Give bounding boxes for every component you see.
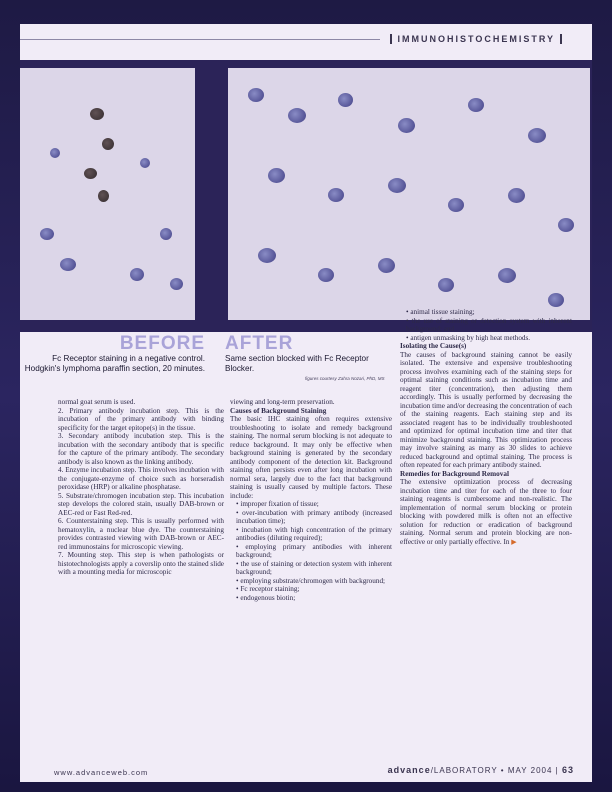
before-micrograph <box>20 68 195 320</box>
paragraph: viewing and long-term preservation. <box>230 398 335 406</box>
bullet-item: • antigen unmasking by high heat methods. <box>406 333 531 342</box>
after-caption-block <box>225 334 400 382</box>
figure-credit: figures courtesy Zahra Nozari, PhD, MS <box>305 376 385 381</box>
paragraph: 7. Mounting step. This step is when pathologists or histotechnologists apply a coverslip onto the stained slide with a mounting media for microscopic <box>58 551 224 576</box>
before-label: BEFORE <box>119 333 205 354</box>
after-label: AFTER <box>225 333 294 354</box>
header-rule <box>20 39 380 40</box>
bullet-item: • the use of staining or detection system with inherent background; <box>236 559 392 576</box>
bullet-item: • endogenous biotin; <box>236 593 296 602</box>
paragraph: The extensive optimization process of decreasing incubation time and titer for each of the three to four staining reagents is cumbersome and non-realistic. The implementation of normal serum blocking or protein blocking with powdered milk is often not an effective solution for reduction or eradication of background staining. Normal serum and protein blocking are non-effective or only partially effective. In ▶ <box>400 478 572 546</box>
paragraph: normal goat serum is used. <box>58 398 136 406</box>
after-caption: Same section blocked with Fc Receptor Blocker. <box>225 354 369 373</box>
body-column-2 <box>230 398 392 602</box>
bullet-item: • employing primary antibodies with inherent background; <box>236 542 392 559</box>
section-heading: Causes of Background Staining <box>230 406 327 415</box>
page-number: 63 <box>561 765 574 775</box>
body-column-3 <box>400 308 572 546</box>
bullet-item: • over-incubation with primary antibody (increased incubation time); <box>236 508 392 525</box>
section-heading: Isolating the Cause(s) <box>400 342 467 350</box>
paragraph: 6. Counterstaining step. This is usually performed with hematoxylin, a nuclear blue dye. The counterstaining provides contrasted viewing with DAB-brown or AEC-red immunostains for microscopic viewing. <box>58 517 224 551</box>
body-column-1 <box>58 398 224 577</box>
bullet-item: • employing substrate/chromogen with background; <box>236 576 386 585</box>
bullet-item: • the use of staining or detection system with inherent background; and <box>406 316 572 333</box>
magazine-page <box>20 24 592 782</box>
section-label: IMMUNOHISTOCHEMISTRY <box>390 34 562 44</box>
paragraph: 5. Substrate/chromogen incubation step. This incubation step develops the colored stain, usually DAB-brown or AEC-red or Fast Red-red. <box>58 491 224 517</box>
paragraph: 2. Primary antibody incubation step. This is the incubation of the primary antibody with binding specificity for the target epitope(s) in the tissue. <box>58 406 224 432</box>
footer-issue <box>388 765 574 775</box>
bullet-item: • animal tissue staining; <box>406 308 475 316</box>
bullet-item: • improper fixation of tissue; <box>236 500 319 508</box>
paragraph: 4. Enzyme incubation step. This involves incubation with the conjugate-enzyme of choice such as horseradish peroxidase (HRP) or alkaline phosphatase. <box>58 466 224 491</box>
bullet-item: • incubation with high concentration of the primary antibodies (diluting required); <box>236 525 392 542</box>
before-caption: Fc Receptor staining in a negative control. Hodgkin's lymphoma paraffin section, 20 minutes. <box>24 354 205 373</box>
paragraph: The basic IHC staining often requires extensive troubleshooting to isolate and remedy background staining. The normal serum blocking is not adequate to reduce background. It may only be effective when background staining is generated by the secondary antibody component of the detection kit. Background staining often persists even after long incubation with normal sera, largely due to the fact that background staining is usually caused by multiple factors. These include: <box>230 415 392 500</box>
footer-url: www.advanceweb.com <box>54 768 149 777</box>
before-caption-block <box>20 334 205 382</box>
continue-arrow-icon: ▶ <box>511 537 517 546</box>
footer-brand: advance <box>387 765 431 775</box>
after-micrograph <box>228 68 590 320</box>
paragraph: The causes of background staining cannot be easily isolated. The extensive and expensive troubleshooting process involves examining each of the staining steps for optimal staining conditions such as incubation time and reagent titer (concentration), then adjusting them accordingly. This is usually performed by decreasing the incubation time and/or decreasing the concentration of each of the staining reagents. Each staining step and its associated reagent has to be individually troubleshooted and optimized for optimal incubation time and titer that minimize background staining. This optimization process may involve staining as many as 30 slides to achieve reduced background and optimal staining. The process is often repeated for each primary antibody stained. <box>400 350 572 469</box>
section-heading: Remedies for Background Removal <box>400 469 509 478</box>
bullet-item: • Fc receptor staining; <box>236 585 300 593</box>
footer-issue-text: /LABORATORY • MAY 2004 | <box>430 766 559 775</box>
paragraph: 3. Secondary antibody incubation step. This is the incubation with the secondary antibody that is specific for the capture of the primary antibody. The secondary antibody is also known as the linking antibody. <box>58 432 224 466</box>
